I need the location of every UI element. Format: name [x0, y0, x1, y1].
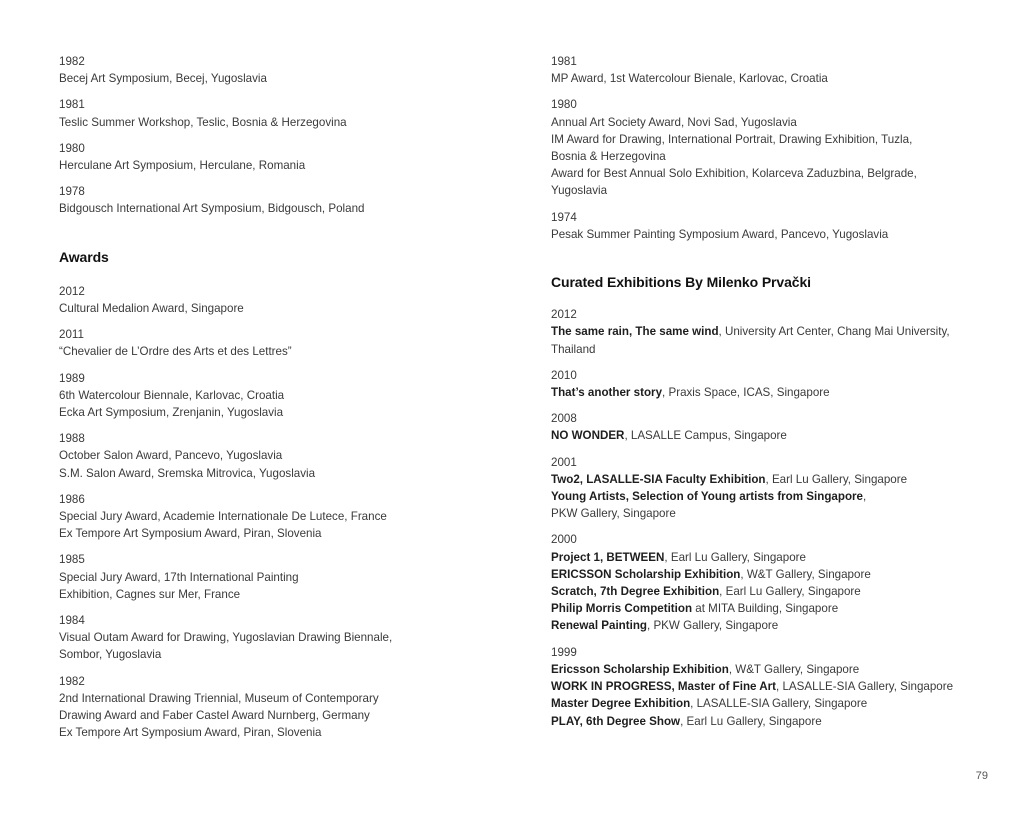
entry-text: Pesak Summer Painting Symposium Award, Pancevo, Yugoslavia: [551, 227, 889, 241]
exhibition-venue: , Earl Lu Gallery, Singapore: [664, 550, 806, 564]
awards-list-continued: [551, 53, 971, 243]
exhibition-venue: , W&T Gallery, Singapore: [728, 662, 860, 676]
entry-year: 1974: [551, 210, 577, 224]
left-column: [59, 53, 459, 751]
exhibition-venue: , W&T Gallery, Singapore: [740, 567, 871, 581]
exhibition-title: Philip Morris Competition: [551, 602, 693, 616]
list-entry: [551, 209, 971, 243]
exhibition-title: WORK IN PROGRESS, Master of Fine Art: [551, 680, 777, 694]
entry-year: 2012: [59, 284, 85, 298]
exhibition-title: PLAY, 6th Degree Show: [551, 714, 681, 728]
entry-year: 1999: [551, 645, 577, 659]
entry-text: Drawing Award and Faber Castel Award Nurnberg, Germany: [59, 709, 370, 723]
entry-text: [551, 505, 971, 522]
exhibition-title: Master Degree Exhibition: [551, 697, 691, 711]
list-entry: [59, 53, 459, 87]
list-entry: [59, 491, 459, 543]
entry-text: [551, 695, 971, 712]
list-entry: [551, 367, 971, 401]
entry-year: 1980: [551, 98, 577, 112]
entry-year: 1982: [59, 674, 85, 688]
entry-text: [551, 341, 971, 358]
entry-text: Special Jury Award, Academie Internationale De Lutece, France: [59, 510, 387, 524]
entry-text: [551, 566, 971, 583]
exhibition-venue: , LASALLE-SIA Gallery, Singapore: [776, 680, 954, 694]
entry-text: Herculane Art Symposium, Herculane, Romania: [59, 159, 306, 173]
entry-year: 1982: [59, 55, 85, 68]
exhibition-title: Two2, LASALLE-SIA Faculty Exhibition: [551, 472, 766, 486]
list-entry: [59, 326, 459, 360]
list-entry: [59, 551, 459, 603]
exhibition-title: Renewal Painting: [551, 619, 647, 633]
exhibition-title: Ericsson Scholarship Exhibition: [551, 662, 729, 676]
exhibition-venue: , University Art Center, Chang Mai University,: [718, 325, 950, 339]
entry-year: 2012: [551, 308, 577, 322]
entry-year: 1988: [59, 432, 85, 446]
exhibition-venue: , Earl Lu Gallery, Singapore: [680, 714, 822, 728]
entry-text: [551, 661, 971, 678]
entry-text: Ex Tempore Art Symposium Award, Piran, Slovenia: [59, 527, 322, 541]
exhibition-venue: , LASALLE Campus, Singapore: [624, 429, 787, 443]
entry-text: Visual Outam Award for Drawing, Yugoslavian Drawing Biennale,: [59, 631, 393, 645]
entry-text: [551, 600, 971, 617]
entry-year: 2001: [551, 455, 577, 469]
entry-text: 2nd International Drawing Triennial, Museum of Contemporary: [59, 691, 379, 705]
exhibition-venue: Thailand: [551, 342, 596, 356]
entry-text: Exhibition, Cagnes sur Mer, France: [59, 587, 241, 601]
page-number: 79: [975, 770, 988, 782]
list-entry: [59, 430, 459, 482]
exhibition-venue: PKW Gallery, Singapore: [551, 507, 676, 521]
entry-text: Teslic Summer Workshop, Teslic, Bosnia & Herzegovina: [59, 115, 347, 129]
entry-text: [551, 323, 971, 340]
entry-text: Special Jury Award, 17th International Painting: [59, 570, 299, 584]
entry-year: 1985: [59, 553, 85, 567]
list-entry: [551, 531, 971, 634]
entry-text: [551, 471, 971, 488]
entry-year: 1984: [59, 614, 85, 628]
entry-text: Bosnia & Herzegovina: [551, 150, 666, 164]
entry-text: Cultural Medalion Award, Singapore: [59, 302, 244, 316]
list-entry: [59, 612, 459, 664]
list-entry: [59, 673, 459, 742]
entry-text: Ex Tempore Art Symposium Award, Piran, Slovenia: [59, 726, 322, 740]
list-entry: [59, 140, 459, 174]
exhibition-title: Project 1, BETWEEN: [551, 550, 665, 564]
entry-text: S.M. Salon Award, Sremska Mitrovica, Yugoslavia: [59, 466, 316, 480]
exhibition-title: The same rain, The same wind: [551, 325, 719, 339]
curated-exhibitions-heading: Curated Exhibitions By Milenko Prvački: [551, 274, 811, 291]
entry-text: IM Award for Drawing, International Portrait, Drawing Exhibition, Tuzla,: [551, 132, 913, 146]
entry-text: [551, 713, 971, 730]
entry-text: Becej Art Symposium, Becej, Yugoslavia: [59, 72, 267, 86]
entry-text: Annual Art Society Award, Novi Sad, Yugoslavia: [551, 115, 797, 129]
entry-text: Bidgousch International Art Symposium, Bidgousch, Poland: [59, 202, 365, 216]
entry-year: 1981: [59, 98, 85, 112]
exhibition-venue: , Earl Lu Gallery, Singapore: [719, 585, 861, 599]
entry-text: [551, 488, 971, 505]
exhibition-venue: , Praxis Space, ICAS, Singapore: [662, 386, 830, 400]
exhibition-venue: , Earl Lu Gallery, Singapore: [765, 472, 908, 486]
entry-year: 1980: [59, 141, 85, 155]
entry-year: 2010: [551, 368, 577, 382]
exhibition-venue: at MITA Building, Singapore: [692, 602, 839, 616]
entry-year: 1981: [551, 55, 577, 68]
list-entry: [59, 183, 459, 217]
exhibition-venue: ,: [863, 490, 867, 504]
entry-text: Ecka Art Symposium, Zrenjanin, Yugoslavia: [59, 406, 284, 420]
exhibition-title: Scratch, 7th Degree Exhibition: [551, 585, 720, 599]
list-entry: [551, 306, 971, 358]
curated-exhibitions-list: [551, 306, 971, 729]
entry-text: [551, 384, 971, 401]
entry-text: [551, 427, 971, 444]
entry-text: [551, 549, 971, 566]
list-entry: [551, 644, 971, 730]
list-entry: [59, 96, 459, 130]
exhibitions-list: [59, 53, 459, 218]
exhibition-venue: , PKW Gallery, Singapore: [647, 619, 779, 633]
entry-year: 1989: [59, 371, 85, 385]
list-entry: [551, 410, 971, 444]
entry-text: Yugoslavia: [551, 184, 608, 198]
awards-list: [59, 283, 459, 742]
entry-text: MP Award, 1st Watercolour Bienale, Karlovac, Croatia: [551, 72, 828, 86]
entry-year: 1978: [59, 185, 85, 199]
entry-text: Sombor, Yugoslavia: [59, 648, 162, 662]
entry-text: October Salon Award, Pancevo, Yugoslavia: [59, 449, 283, 463]
entry-text: 6th Watercolour Biennale, Karlovac, Croatia: [59, 388, 285, 402]
list-entry: [551, 96, 971, 199]
entry-text: Award for Best Annual Solo Exhibition, Kolarceva Zaduzbina, Belgrade,: [551, 167, 917, 181]
exhibition-title: Young Artists, Selection of Young artists from Singapore: [551, 490, 863, 504]
list-entry: [59, 370, 459, 422]
exhibition-title: That’s another story: [551, 386, 663, 400]
entry-text: “Chevalier de L’Ordre des Arts et des Lettres”: [59, 345, 292, 359]
entry-text: [551, 617, 971, 634]
awards-heading: Awards: [59, 248, 109, 265]
entry-year: 2008: [551, 412, 577, 426]
entry-text: [551, 583, 971, 600]
entry-year: 2011: [59, 328, 84, 342]
entry-text: [551, 678, 971, 695]
exhibition-title: ERICSSON Scholarship Exhibition: [551, 567, 741, 581]
list-entry: [551, 53, 971, 87]
entry-year: 2000: [551, 533, 577, 547]
right-column: [551, 53, 971, 739]
exhibition-title: NO WONDER: [551, 429, 625, 443]
exhibition-venue: , LASALLE-SIA Gallery, Singapore: [690, 697, 868, 711]
list-entry: [551, 454, 971, 523]
list-entry: [59, 283, 459, 317]
entry-year: 1986: [59, 492, 85, 506]
